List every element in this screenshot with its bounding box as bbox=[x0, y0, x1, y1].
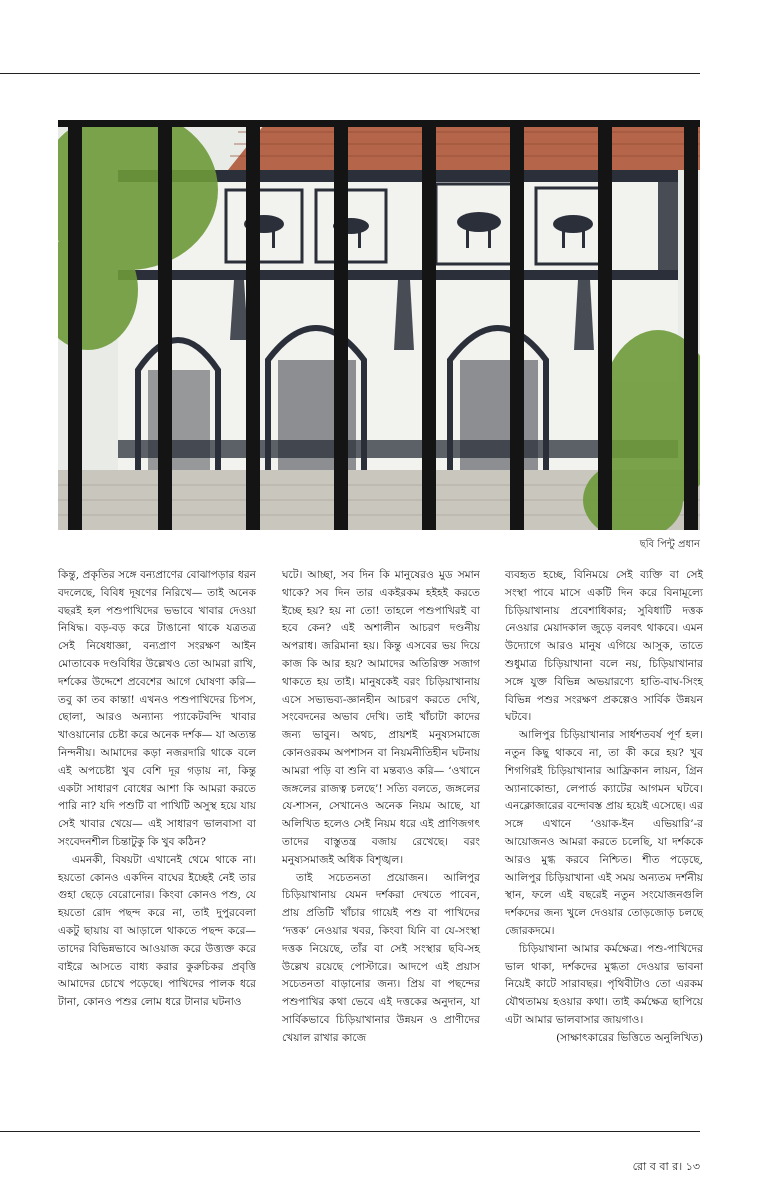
article-paragraph: চিড়িয়াখানা আমার কর্মক্ষেত্র। পশু-পাখিদের ভাল থাকা, দর্শকদের মুগ্ধতা দেওয়ার ভাবনা নিয়েই কাটে সারাবছর। পৃথিবীটাও তো এরকম যৌথতাময় হওয়ার কথা। তাই কর্মক্ষেত্র ছাপিয়ে এটা আমার ভালবাসার জায়গাও। bbox=[505, 942, 703, 1026]
photo-illustration bbox=[58, 120, 700, 530]
article-paragraph: ব্যবহৃত হচ্ছে, বিনিময়ে সেই ব্যক্তি বা সেই সংস্থা পাবে মাসে একটি দিন করে বিনামূল্যে চিড়িয়াখানায় প্রবেশাধিকার; সুবিধাটি দত্তক নেওয়ার মেয়াদকাল জুড়ে বলবৎ থাকবে। এমন উদ্যোগে আরও মানুষ এগিয়ে আসুক, তাতে শুধুমাত্র চিড়িয়াখানা বলে নয়, চিড়িয়াখানার সঙ্গে যুক্ত বিভিন্ন অভয়ারণ্যে হাতি-বাঘ-সিংহ বিভিন্ন পশুর সংরক্ষণ প্রকল্পেও সার্বিক উন্নয়ন ঘটবে। bbox=[505, 569, 703, 724]
article-paragraph: আলিপুর চিড়িয়াখানার সার্ধশতবর্ষ পূর্ণ হল। নতুন কিছু থাকবে না, তা কী করে হয়? খুব শিগগিরই চিড়িয়াখানার আফ্রিকান লায়ন, গ্রিন অ্যানাকোন্ডা, লেপার্ড ক্যাটের আগমন ঘটবে। এনক্লোজারের বন্দোবস্ত প্রায় হয়েই এসেছে। এর সঙ্গে এখানে ‘ওয়াক-ইন এভিয়ারি’-র আয়োজনও আমরা করতে চলেছি, যা দর্শককে আরও মুগ্ধ করবে নিশ্চিত। শীত পড়েছে, আলিপুর চিড়িয়াখানা এই সময় অন্যতম দর্শনীয় স্থান, ফলে এই বছরেই নতুন সংযোজনগুলি দর্শকদের জন্য খুলে দেওয়ার তোড়জোড় চলছে জোরকদমে। bbox=[505, 729, 703, 937]
article-paragraph: এমনকী, বিষয়টা এখানেই থেমে থাকে না। হয়তো কোনও একদিন বাঘের ইচ্ছেই নেই তার গুহা ছেড়ে বেরোনোর। কিংবা কোনও পশু, যে হয়তো রোদ পছন্দ করে না, তাই দুপুরবেলা একটু ছায়ায় বা আড়ালে থাকতে পছন্দ করে— তাদের বিভিন্নভাবে আওয়াজ করে উত্ত্যক্ত করে বাইরে আসতে বাধ্য করার কুরুচিকর প্রবৃত্তি আমাদের চোখে পড়েছে। পাখিদের পালক ধরে টানা, কোনও পশুর লোম ধরে টানার ঘটনাও bbox=[58, 853, 256, 1009]
transcription-note: (সাক্ষাৎকারের ভিত্তিতে অনুলিখিত) bbox=[556, 1031, 703, 1044]
roof-tiles bbox=[228, 120, 700, 170]
bottom-rule bbox=[0, 1131, 700, 1132]
photo-credit: ছবি পিন্টু প্রধান bbox=[639, 539, 700, 550]
article-column-1 bbox=[58, 567, 256, 1012]
article-paragraph: ঘটে। আচ্ছা, সব দিন কি মানুষেরও মুড সমান থাকে? সব দিন তার একইরকম হইহই করতে ইচ্ছে হয়? হয় না তো! তাহলে পশুপাখিরই বা হবে কেন? এই অশালীন আচরণ দণ্ডনীয় অপরাধ। জরিমানা হয়। কিন্তু এসবের ভয় দিয়ে কাজ কি আর হয়? আমাদের অতিরিক্ত সজাগ থাকতে হয় তাই। মানুষকেই বরং চিড়িয়াখানায় এসে সভ্যভব্য-জ্ঞানহীন আচরণ করতে দেখি, সংবেদনের অভাব দেখি। তাই খাঁচাটা কাদের জন্য ভাবুন। অথচ, প্রায়শই মনুষ্যসমাজে কোনওরকম অপশাসন বা নিয়মনীতিহীন ঘটনায় আমরা পড়ি বা শুনি বা মন্তব্যও করি— ‘ওখানে জঙ্গলের রাজত্ব চলছে’! সত্যি বলতে, জঙ্গলের যে-শাসন, সেখানেও অনেক নিয়ম আছে, যা অলিখিত হলেও সেই নিয়ম ধরে এই প্রাণিজগৎ তাদের বাস্তুতন্ত্র বজায় রেখেছে। বরং মনুষ্যসমাজই অধিক বিশৃঙ্খল। bbox=[282, 569, 480, 866]
zoo-enclosure-photo bbox=[58, 120, 700, 530]
article-column-2 bbox=[282, 567, 480, 1048]
page-footer: রো ব বা র। ১৩ bbox=[632, 1160, 700, 1173]
article-paragraph: তাই সচেতনতা প্রয়োজন। আলিপুর চিড়িয়াখানায় যেমন দর্শকরা দেখতে পাবেন, প্রায় প্রতিটি খাঁচার গায়েই পশু বা পাখিদের ‘দত্তক’ নেওয়ার খবর, কিংবা যিনি বা যে-সংস্থা দত্তক নিয়েছে, তাঁর বা সেই সংস্থার ছবি-সহ উল্লেখ রয়েছে পোস্টারে। আদপে এই প্রয়াস সচেতনতা বাড়ানোর জন্য। প্রিয় বা পছন্দের পশুপাখির কথা ভেবে এই দত্তকের অনুদান, যা সার্বিকভাবে চিড়িয়াখানার উন্নয়ন ও প্রাণীদের খেয়াল রাখার কাজে bbox=[282, 871, 480, 1044]
article-paragraph: কিন্তু, প্রকৃতির সঙ্গে বন্যপ্রাণের বোঝাপড়ার ধরন বদলেছে, বিবিধ দূষণের নিরিখে— তাই অনেক বছরই হল পশুপাখিদের ভভাবে খাবার দেওয়া নিষিদ্ধ। বড়-বড় করে টাঙানো থাকে যত্রতত্র সেই নিষেধাজ্ঞা, বন্যপ্রাণ সংরক্ষণ আইন মোতাবেক দণ্ডবিধির উল্লেখও তো আমরা রাখি, দর্শকের উদ্দেশে প্রবেশের আগে ঘোষণা করি— তবু কা তব কান্তা! এখনও পশুপাখিদের চিপস, ছোলা, আরও অন্যান্য প্যাকেটবন্দি খাবার খাওয়ানোর চেষ্টা করে অনেক দর্শক— যা অত্যন্ত নিন্দনীয়। আমাদের কড়া নজরদারি থাকে বলে এই অপচেষ্টা খুব বেশি দূর গড়ায় না, কিন্তু একটা সাধারণ বোধের আশা কি আমরা করতে পারি না? যদি পশুটি বা পাখিটি অসুস্থ হয়ে যায় সেই খাবার খেয়ে— এই সাধারণ ভালবাসা বা সংবেদনশীল চিন্তাটুকু কি খুব কঠিন? bbox=[58, 569, 256, 848]
top-rule bbox=[0, 73, 700, 74]
article-column-3 bbox=[505, 567, 703, 1048]
